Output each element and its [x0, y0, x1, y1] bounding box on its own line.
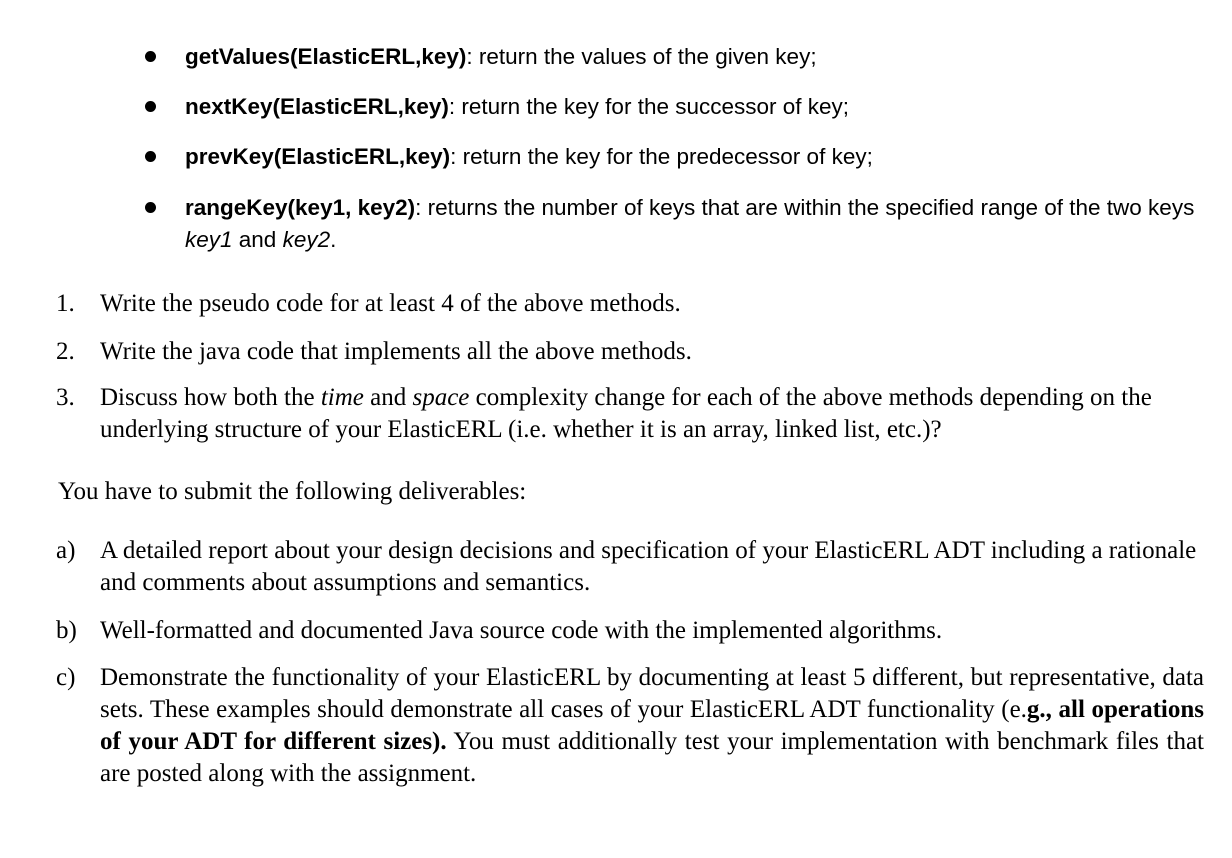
task-text: complexity change for each of the above methods depending on the underlying structure of your ElasticERL (i.e. whether it is an array, linked list, etc.)?: [100, 384, 1152, 443]
end-punctuation: .: [330, 227, 337, 252]
emphasis-space: space: [412, 384, 470, 411]
param-key1: key1: [185, 227, 233, 252]
bullet-range-key: [185, 192, 1210, 256]
task-item-1: [56, 288, 1204, 320]
task-text: Discuss how both the: [100, 384, 321, 411]
deliverable-letter: c): [56, 664, 76, 691]
method-name: nextKey(ElasticERL,key): [185, 94, 449, 119]
bullet-next-key: [185, 91, 1210, 123]
bullet-dot-icon: [145, 202, 156, 213]
deliverable-item-a: [56, 535, 1204, 599]
method-description: : return the values of the given key;: [466, 44, 817, 69]
method-description: : return the key for the predecessor of key;: [450, 144, 873, 169]
bullet-prev-key: [185, 141, 1210, 173]
method-name: prevKey(ElasticERL,key): [185, 144, 451, 169]
deliverable-item-b: [56, 615, 1204, 647]
param-key2: key2: [282, 227, 331, 252]
deliverable-letter: b): [56, 617, 77, 644]
method-name: getValues(ElasticERL,key): [185, 44, 467, 69]
bullet-dot-icon: [145, 51, 156, 62]
emphasis-time: time: [320, 384, 364, 411]
method-name: rangeKey(key1, key2): [185, 195, 416, 220]
deliverable-bold-text: g., all operations of your ADT for different sizes).: [100, 696, 1204, 755]
task-number: 2.: [56, 338, 75, 365]
deliverable-item-c: [56, 662, 1204, 790]
task-text: Write the java code that implements all the above methods.: [100, 338, 692, 365]
task-text: and: [363, 384, 413, 411]
bullet-dot-icon: [145, 101, 156, 112]
deliverable-text: A detailed report about your design decisions and specification of your ElasticERL ADT including a rationale and comments about assumptions and semantics.: [100, 537, 1197, 596]
bullet-get-values: [185, 41, 1210, 73]
deliverables-intro: You have to submit the following deliverables:: [58, 478, 527, 505]
method-description: : return the key for the successor of key;: [448, 94, 850, 119]
task-number: 1.: [56, 290, 75, 317]
deliverable-text: Demonstrate the functionality of your ElasticERL by documenting at least 5 different, but representative, data sets. These examples should demonstrate all cases of your ElasticERL ADT functionality (e.: [100, 664, 1204, 723]
deliverable-text: You must additionally test your implementation with benchmark files that are posted along with the assignment.: [100, 728, 1204, 787]
bullet-dot-icon: [145, 151, 156, 162]
method-description: : returns the number of keys that are within the specified range of the two keys: [415, 195, 1195, 220]
deliverable-text: Well-formatted and documented Java source code with the implemented algorithms.: [100, 617, 943, 644]
task-text: Write the pseudo code for at least 4 of the above methods.: [100, 290, 681, 317]
task-number: 3.: [56, 384, 75, 411]
deliverable-letter: a): [56, 537, 76, 564]
task-item-2: [56, 336, 1204, 368]
connector-text: and: [232, 227, 283, 252]
task-item-3: [56, 382, 1204, 446]
